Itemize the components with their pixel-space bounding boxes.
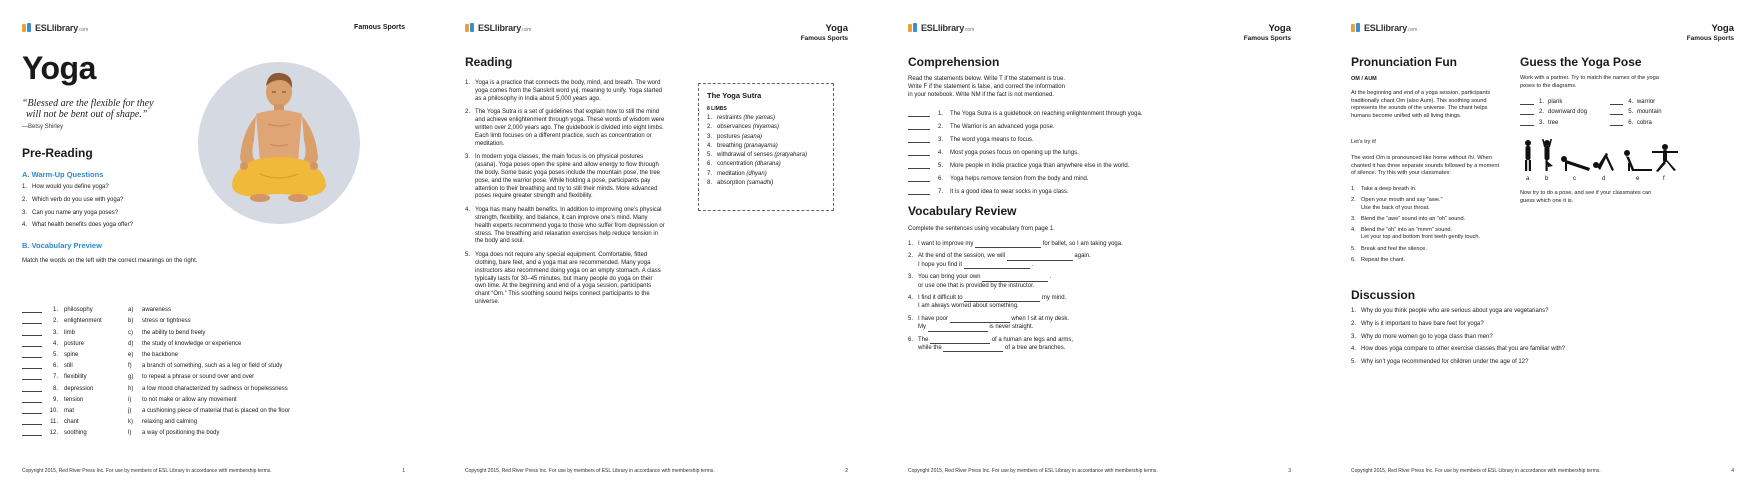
limb-number: 3. xyxy=(707,133,713,140)
limb-sanskrit: (dhyan) xyxy=(746,170,767,177)
vocab-word: tension xyxy=(64,396,84,403)
limb-name: breathing xyxy=(717,142,743,149)
statement-text: The word yoga means to focus. xyxy=(950,137,1034,143)
vocab-number: 4. xyxy=(52,340,58,347)
meaning-text: relaxing and calming xyxy=(142,419,198,426)
limb-text xyxy=(717,171,767,179)
answer-blank[interactable] xyxy=(22,330,42,336)
tree-pose-icon xyxy=(1542,139,1553,171)
pose-letter: c xyxy=(1573,176,1576,182)
esl-library-logo: ESLlibrary.com xyxy=(22,22,88,34)
list-item xyxy=(707,143,825,151)
step-number: 3. xyxy=(1351,215,1356,222)
question-number: 5. xyxy=(1351,359,1357,366)
limb-sanskrit: (pranayama) xyxy=(743,142,778,149)
page-number: 4 xyxy=(1731,468,1734,474)
vocab-row xyxy=(22,358,290,369)
vocab-number: 8. xyxy=(52,385,58,392)
pose-number: 5. xyxy=(1628,109,1634,115)
answer-blank[interactable] xyxy=(1007,255,1073,261)
step-line-2: Use the back of your throat. xyxy=(1361,204,1430,211)
answer-blank[interactable] xyxy=(908,176,930,182)
meaning-letter: l) xyxy=(128,430,132,437)
logo-mark-icon xyxy=(465,23,475,33)
statement-text: More people in India practice yoga than anywhere else in the world. xyxy=(950,163,1130,169)
vocab-number: 12. xyxy=(49,430,58,437)
meaning-letter: j) xyxy=(128,407,132,414)
vocab-review-instructions: Complete the sentences using vocabulary from page 1. xyxy=(908,226,1055,232)
step-number: 6. xyxy=(1351,256,1356,263)
comprehension-heading: Comprehension xyxy=(908,55,1000,69)
pose-name: downward dog xyxy=(1548,109,1588,115)
answer-blank[interactable] xyxy=(908,189,930,195)
meaning-text: a branch of something, such as a leg or field of study xyxy=(142,363,283,370)
meaning-text: a way of positioning the body xyxy=(142,430,220,437)
limb-sanskrit: (asana) xyxy=(741,133,763,140)
page-number: 1 xyxy=(402,468,405,474)
list-item xyxy=(1351,216,1511,223)
step-text xyxy=(1361,246,1427,253)
pronunciation-heading: Pronunciation Fun xyxy=(1351,55,1457,69)
pose-match-row xyxy=(1610,94,1690,105)
vocab-review-heading: Vocabulary Review xyxy=(908,204,1017,218)
limb-name: postures xyxy=(717,133,741,140)
question-number: 3. xyxy=(1351,333,1357,340)
pose-match-row xyxy=(1610,115,1690,126)
answer-blank[interactable] xyxy=(982,276,1048,282)
pose-letter: f xyxy=(1663,176,1665,182)
step-number: 5. xyxy=(1351,245,1356,252)
vocab-row xyxy=(22,380,290,391)
limb-name: observances xyxy=(717,124,752,131)
limb-sanskrit: (niyamas) xyxy=(752,124,780,131)
meaning-letter: e) xyxy=(128,351,134,358)
limb-text xyxy=(717,134,762,142)
meaning-letter: g) xyxy=(128,374,134,381)
page-header: Yoga Famous Sports xyxy=(1243,23,1291,42)
answer-blank[interactable] xyxy=(22,352,42,358)
quote: “Blessed are the flexible for they will not be bent out of shape.” xyxy=(22,98,154,120)
footer: Copyright 2015, Red River Press Inc. For use by members of ESL Library in accordance with membership terms. 3 xyxy=(908,468,1291,474)
vocab-word: limb xyxy=(64,329,76,336)
page-4 xyxy=(1329,0,1756,494)
discussion-heading: Discussion xyxy=(1351,288,1416,302)
pose-letter: d xyxy=(1602,176,1606,182)
limb-number: 6. xyxy=(707,161,713,168)
pose-name: tree xyxy=(1548,119,1559,126)
footer: Copyright 2015, Red River Press Inc. For use by members of ESL Library in accordance with membership terms. 1 xyxy=(22,468,405,474)
answer-blank[interactable] xyxy=(22,341,42,347)
list-item xyxy=(707,161,825,169)
page-3 xyxy=(886,0,1313,494)
discussion-item xyxy=(1351,321,1631,329)
list-item xyxy=(707,124,825,132)
answer-blank[interactable] xyxy=(928,326,988,332)
limb-sanskrit: (the yamas) xyxy=(743,115,776,121)
discussion-item xyxy=(1351,346,1631,354)
vocab-row xyxy=(22,403,290,414)
meditating-man-icon xyxy=(198,62,360,224)
statement-item xyxy=(908,117,1142,130)
page-header: Yoga Famous Sports xyxy=(800,23,848,42)
meaning-text: awareness xyxy=(142,307,172,314)
list-item: 6. The of a human are legs and arms, while the of a tree are branches. xyxy=(908,336,1074,351)
limb-number: 8. xyxy=(707,180,713,187)
list-item: 5. I have poor when I sit at my desk. My is never straight. xyxy=(908,315,1070,331)
list-item xyxy=(707,171,825,179)
list-item xyxy=(707,134,825,142)
vocab-word: spine xyxy=(64,351,79,358)
warmup-heading: A. Warm-Up Questions xyxy=(22,170,104,179)
vocab-row xyxy=(22,369,290,380)
answer-blank[interactable] xyxy=(908,163,930,169)
limb-number: 4. xyxy=(707,142,713,149)
mountain-pose-icon xyxy=(1525,140,1531,171)
meaning-letter: f) xyxy=(128,363,132,370)
step-line: Blend the “awe” sound into an “oh” sound. xyxy=(1361,215,1466,222)
logo-mark-icon xyxy=(1351,23,1361,33)
list-item: 1. How would you define yoga? xyxy=(22,184,109,190)
plank-pose-icon xyxy=(1561,156,1590,171)
meaning-letter: k) xyxy=(128,419,133,426)
list-item xyxy=(707,115,825,123)
limb-sanskrit: (pratyahara) xyxy=(774,152,808,159)
list-item xyxy=(707,180,825,188)
answer-blank[interactable] xyxy=(22,397,42,403)
limb-text xyxy=(717,152,807,160)
pose-name: plank xyxy=(1548,98,1563,105)
pose-name: mountain xyxy=(1636,109,1662,115)
om-aum-label: OM / AUM xyxy=(1351,76,1377,82)
statement-item xyxy=(908,156,1142,169)
warmup-list xyxy=(22,184,133,235)
pose-number: 2. xyxy=(1539,109,1545,115)
list-item xyxy=(707,152,825,160)
vocab-number: 9. xyxy=(52,396,58,403)
pose-number: 4. xyxy=(1628,98,1634,105)
answer-blank[interactable] xyxy=(964,263,1030,269)
meaning-text: the study of knowledge or experience xyxy=(142,340,242,347)
statement-text: It is a good idea to wear socks in yoga class. xyxy=(950,189,1069,195)
statement-item xyxy=(908,104,1142,117)
paragraph: 5. Yoga does not require any special equipment. Comfortable, fitted clothing, bare feet, and a yoga mat are recommended. Many yoga instructors also recommend doing yoga on an empty stomach. A class typically lasts for 30–45 minutes, but many people do yoga on their own time. At the beginning and end of a yoga session, participants chant “Om.” This soothing sound helps connect participants to the universe. xyxy=(465,252,661,305)
answer-blank[interactable] xyxy=(1520,120,1534,126)
answer-blank[interactable] xyxy=(22,408,42,414)
page-header: Yoga Famous Sports xyxy=(1686,23,1734,42)
quote-author: —Betsy Shirley xyxy=(22,124,64,130)
vocab-word: posture xyxy=(64,340,85,347)
guess-pose-followup: Now try to do a pose, and see if your classmates can guess which one it is. xyxy=(1520,190,1652,204)
vocab-word: soothing xyxy=(64,430,87,437)
meaning-text: the ability to bend freely xyxy=(142,329,206,336)
pose-match-row xyxy=(1520,115,1610,126)
list-item xyxy=(1351,186,1511,193)
list-item: 2. Which verb do you use with yoga? xyxy=(22,196,124,203)
statement-number: 2. xyxy=(938,124,944,130)
limb-text xyxy=(717,143,778,151)
vocab-row xyxy=(22,425,290,436)
guess-pose-heading: Guess the Yoga Pose xyxy=(1520,55,1642,69)
vocab-number: 1. xyxy=(52,307,58,314)
vocab-row xyxy=(22,313,290,324)
pose-name: warrior xyxy=(1636,98,1656,105)
statement-text: The Yoga Sutra is a guidebook on reaching enlightenment through yoga. xyxy=(950,111,1143,117)
vocab-word: depression xyxy=(64,385,94,392)
step-text xyxy=(1361,186,1416,193)
meaning-text: to repeat a phrase or sound over and over xyxy=(142,374,255,381)
step-line: Repeat the chant. xyxy=(1361,256,1406,263)
vocab-word: philosophy xyxy=(64,307,93,314)
pose-letter: b xyxy=(1545,176,1549,182)
reading-heading: Reading xyxy=(465,55,513,69)
list-item: 4. I find it difficult to my mind. I am always worried about something. xyxy=(908,294,1067,310)
pose-letter: a xyxy=(1526,176,1530,182)
vocab-number: 2. xyxy=(52,318,58,325)
answer-blank[interactable] xyxy=(908,111,930,117)
vocab-row xyxy=(22,324,290,335)
pose-match-row xyxy=(1520,105,1610,116)
list-item: 4. What health benefits does yoga offer? xyxy=(22,222,133,229)
page-2 xyxy=(443,0,870,494)
discussion-item xyxy=(1351,334,1631,342)
downward-dog-pose-icon xyxy=(1593,153,1614,171)
logo-mark-icon xyxy=(22,23,32,33)
vocab-word: chant xyxy=(64,419,79,426)
answer-blank[interactable] xyxy=(22,374,42,380)
vocab-number: 10. xyxy=(49,407,58,414)
pose-number: 6. xyxy=(1628,119,1634,126)
meaning-text: the backbone xyxy=(142,351,179,358)
comprehension-instructions: Read the statements below. Write T if the statement is true. Write F if the statement is false, and correct the information in your notebook. Write NM if the fact is not mentioned. xyxy=(908,76,1066,99)
limb-number: 7. xyxy=(707,170,713,177)
limb-text xyxy=(717,180,773,188)
limb-name: restraints xyxy=(717,115,742,121)
page-number: 3 xyxy=(1288,468,1291,474)
statement-text: Yoga helps remove tension from the body and mind. xyxy=(950,176,1089,182)
answer-blank[interactable] xyxy=(1610,120,1623,126)
statement-text: Most yoga poses focus on opening up the lungs. xyxy=(950,150,1079,156)
step-number: 1. xyxy=(1351,186,1356,192)
answer-blank[interactable] xyxy=(22,318,42,324)
limb-text xyxy=(717,124,779,132)
limb-name: meditation xyxy=(717,170,745,177)
step-line-2: Let your top and bottom front teeth gently touch. xyxy=(1361,234,1481,241)
page-title: Yoga xyxy=(22,50,96,86)
esl-library-logo: ESLlibrary.com xyxy=(1351,22,1417,34)
meaning-letter: b) xyxy=(128,318,134,325)
question-text: Why isn’t yoga recommended for children under the age of 12? xyxy=(1361,359,1529,366)
question-number: 4. xyxy=(1351,346,1357,353)
meaning-letter: c) xyxy=(128,329,133,336)
pose-number: 3. xyxy=(1539,119,1545,126)
discussion-item xyxy=(1351,359,1631,367)
vocab-row xyxy=(22,414,290,425)
step-line: Break and feel the silence. xyxy=(1361,245,1427,252)
question-text: Why do you think people who are serious about yoga are vegetarians? xyxy=(1361,308,1549,314)
step-text xyxy=(1361,216,1465,223)
question-number: 1. xyxy=(1351,308,1357,314)
limb-number: 5. xyxy=(707,152,713,159)
statement-number: 5. xyxy=(938,163,944,169)
meaning-letter: h) xyxy=(128,385,134,392)
answer-blank[interactable] xyxy=(908,124,930,130)
vocab-word: flexibility xyxy=(64,374,87,381)
vocab-row xyxy=(22,336,290,347)
step-text xyxy=(1361,197,1442,212)
vocab-row xyxy=(22,392,290,403)
meaning-text: to not make or allow any movement xyxy=(142,396,237,403)
chant-steps-list xyxy=(1351,186,1511,268)
esl-library-logo: ESLlibrary.com xyxy=(465,22,531,34)
page-header: Famous Sports xyxy=(354,24,405,31)
question-text: Why do more women go to yoga class than men? xyxy=(1361,333,1493,340)
question-number: 2. xyxy=(1351,320,1357,327)
vocab-word: still xyxy=(64,363,73,370)
answer-blank[interactable] xyxy=(22,307,42,313)
vocab-number: 11. xyxy=(50,419,58,426)
meaning-text: stress or tightness xyxy=(142,318,191,325)
pronunciation-paragraph-2: The word Om is pronounced like home without /h/. When chanted it has three separate sounds followed by a moment of silence. Try this with your classmates: xyxy=(1351,155,1500,177)
statement-number: 3. xyxy=(938,137,944,143)
vocab-row xyxy=(22,302,290,313)
statement-number: 7. xyxy=(938,189,944,195)
step-line: Take a deep breath in. xyxy=(1361,186,1417,192)
statement-number: 4. xyxy=(938,150,944,156)
limb-text xyxy=(717,161,781,169)
pose-name: cobra xyxy=(1636,119,1652,126)
question-text: How does yoga compare to other exercise classes that you are familiar with? xyxy=(1361,346,1566,353)
vocab-match-table xyxy=(22,302,290,436)
limb-number: 2. xyxy=(707,124,713,131)
list-item: 3. Can you name any yoga poses? xyxy=(22,209,119,216)
answer-blank[interactable] xyxy=(950,317,1010,323)
limb-name: concentration xyxy=(717,161,754,168)
esl-library-logo: ESLlibrary.com xyxy=(908,22,974,34)
yoga-meditation-illustration xyxy=(198,62,360,224)
limb-sanskrit: (dharana) xyxy=(754,161,781,168)
step-line: Open your mouth and say “awe.” xyxy=(1361,197,1443,204)
statement-item xyxy=(908,169,1142,182)
step-text xyxy=(1361,257,1405,264)
step-text xyxy=(1361,227,1480,242)
step-line: Blend the “oh” into an “mmm” sound. xyxy=(1361,227,1453,234)
limb-sanskrit: (samadhi) xyxy=(746,180,774,187)
limb-name: withdrawal of senses xyxy=(717,152,773,159)
meaning-letter: i) xyxy=(128,396,132,403)
yoga-sutra-box: The Yoga Sutra 8 LIMBS 1. restraints (the yamas) 2. observances (niyamas) 3. postures (asana) 4. breathing (pranayama) 5. withdrawal of senses (pratyahara) 6. concentration (dharana) 7. meditation (dhyan) 8. absorption (samadhi) xyxy=(698,83,834,211)
limb-name: absorption xyxy=(717,180,746,187)
statement-item xyxy=(908,182,1142,195)
discussion-item xyxy=(1351,308,1631,316)
list-item: 2. At the end of the session, we will again. I hope you find it . xyxy=(908,253,1091,268)
vocab-number: 7. xyxy=(52,374,58,381)
step-number: 2. xyxy=(1351,197,1356,204)
vocab-instructions: Match the words on the left with the correct meanings on the right. xyxy=(22,258,198,264)
answer-blank[interactable] xyxy=(964,296,1040,302)
meaning-text: a cushioning piece of material that is placed on the floor xyxy=(142,407,291,414)
pose-diagrams xyxy=(1520,137,1680,181)
discussion-list xyxy=(1351,308,1631,372)
pronunciation-paragraph-1: At the beginning and end of a yoga session, participants traditionally chant Om (also Aum). This soothing sound represents the sounds of the universe. The chant helps humans become unified with all living things. xyxy=(1351,90,1491,119)
list-item xyxy=(1351,257,1511,264)
statement-number: 1. xyxy=(938,111,944,117)
vocab-review-list xyxy=(908,240,1148,356)
answer-blank[interactable] xyxy=(22,363,42,369)
vocab-row xyxy=(22,347,290,358)
reading-paragraphs xyxy=(465,80,665,313)
vocab-number: 5. xyxy=(52,351,58,358)
step-number: 4. xyxy=(1351,227,1356,234)
vocab-word: enlightenment xyxy=(64,318,102,325)
vocab-preview-heading: B. Vocabulary Preview xyxy=(22,241,102,250)
page-number: 2 xyxy=(845,468,848,474)
list-item xyxy=(1351,197,1511,212)
answer-blank[interactable] xyxy=(22,386,42,392)
vocab-word: mat xyxy=(64,407,75,414)
cobra-pose-icon xyxy=(1624,150,1652,171)
limb-text xyxy=(717,115,775,123)
paragraph: 4. Yoga has many health benefits. In addition to improving one’s physical strength, flexibility, and balance, it can improve one’s mind. Many health experts recommend yoga to those who suffer from depression or stress. The breathing and relaxation exercises help reduce tension in the body and soul. xyxy=(465,207,665,245)
answer-blank[interactable] xyxy=(930,338,990,344)
true-false-list xyxy=(908,104,1142,195)
warrior-pose-icon xyxy=(1652,144,1678,172)
paragraph: 1. Yoga is a practice that connects the body, mind, and breath. The word yoga comes from the Sanskrit word yuj, meaning to unify. Yoga started as a philosophy in India about 5,000 years ago. xyxy=(465,80,662,102)
meaning-text: a low mood characterized by sadness or hopelessness xyxy=(142,385,288,392)
page-1 xyxy=(0,0,427,494)
answer-blank[interactable] xyxy=(22,419,42,425)
answer-blank[interactable] xyxy=(908,137,930,143)
statement-item xyxy=(908,130,1142,143)
logo-mark-icon xyxy=(908,23,918,33)
list-item xyxy=(1351,227,1511,242)
answer-blank[interactable] xyxy=(943,346,1003,352)
list-item xyxy=(1351,246,1511,253)
vocab-number: 3. xyxy=(52,329,58,336)
question-text: Why is it important to have bare feet for yoga? xyxy=(1361,320,1484,327)
meaning-letter: d) xyxy=(128,340,134,347)
pose-letter: e xyxy=(1636,176,1640,182)
pose-match-row xyxy=(1610,105,1690,116)
pose-number: 1. xyxy=(1539,98,1545,105)
guess-pose-instructions: Work with a partner. Try to match the names of the yoga poses to the diagrams. xyxy=(1520,75,1659,89)
answer-blank[interactable] xyxy=(22,430,42,436)
statement-number: 6. xyxy=(938,176,944,182)
pose-match-row xyxy=(1520,94,1610,105)
list-item: 1. I want to improve my for ballet, so I am taking yoga. xyxy=(908,241,1123,247)
statement-text: The Warrior is an advanced yoga pose. xyxy=(950,124,1055,130)
meaning-letter: a) xyxy=(128,307,134,314)
pose-match-list xyxy=(1520,94,1690,126)
answer-blank[interactable] xyxy=(975,242,1041,248)
answer-blank[interactable] xyxy=(908,150,930,156)
vocab-number: 6. xyxy=(52,363,58,370)
statement-item xyxy=(908,143,1142,156)
paragraph: 2. The Yoga Sutra is a set of guidelines that explain how to still the mind and achieve enlightenment through yoga. These words of wisdom were written over 2,000 years ago. The guidebook is divided into eight limbs. Each limb focuses on a different practice, such as concentration or meditation. xyxy=(465,109,665,147)
prereading-heading: Pre-Reading xyxy=(22,146,93,160)
limbs-list xyxy=(707,115,825,188)
list-item: 3. You can bring your own . or use one that is provided by the instructor. xyxy=(908,274,1052,289)
try-it-label: Let’s try it! xyxy=(1351,139,1377,145)
paragraph: 3. In modern yoga classes, the main focus is on physical postures (asana). Yoga poses open the spine and allow energy to flow through the body. Some basic yoga poses include the mountain pose, the tree pose, and the warrior pose. While holding a pose, participants pay attention to their breathing and try to still their minds. More advanced poses require greater strength and flexibility. xyxy=(465,154,661,200)
limb-number: 1. xyxy=(707,115,713,121)
footer: Copyright 2015, Red River Press Inc. For use by members of ESL Library in accordance with membership terms. 2 xyxy=(465,468,848,474)
footer: Copyright 2015, Red River Press Inc. For use by members of ESL Library in accordance with membership terms. 4 xyxy=(1351,468,1734,474)
